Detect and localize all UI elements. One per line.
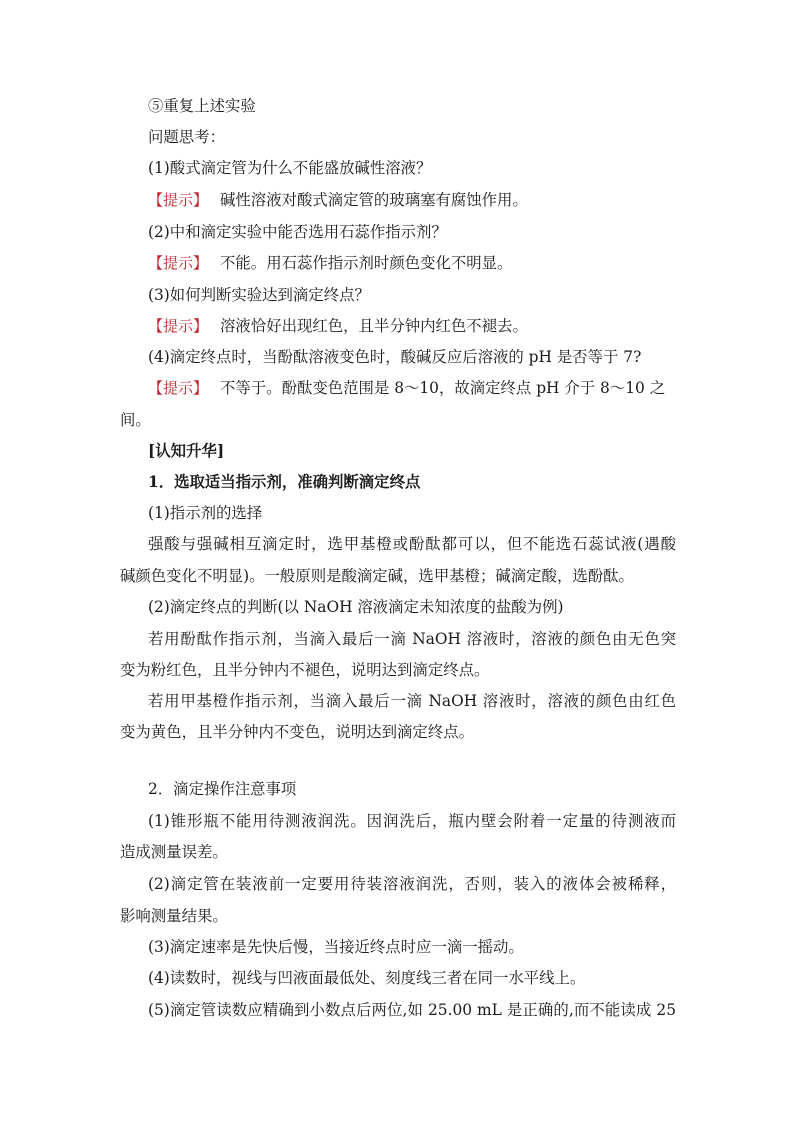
answer-4-text-line2: 间。 (120, 411, 151, 429)
hint-label: 【提示】 (148, 379, 209, 397)
note-5: (5)滴定管读数应精确到小数点后两位,如 25.00 mL 是正确的,而不能读成 25 (148, 1001, 676, 1019)
questions-title: 问题思考： (148, 128, 225, 146)
question-1: (1)酸式滴定管为什么不能盛放碱性溶液？ (148, 159, 432, 177)
paragraph-1-line1: 强酸与强碱相互滴定时，选甲基橙或酚酞都可以，但不能选石蕊试液(遇酸 (148, 535, 676, 553)
hint-label: 【提示】 (148, 191, 209, 209)
answer-3-text: 溶液恰好出现红色，且半分钟内红色不褪去。 (220, 317, 528, 335)
note-4: (4)读数时，视线与凹液面最低处、刻度线三者在同一水平线上。 (148, 969, 586, 987)
answer-2-text: 不能。用石蕊作指示剂时颜色变化不明显。 (220, 254, 513, 272)
section-title-cognition: [认知升华] (148, 442, 225, 460)
paragraph-3-line2: 变为黄色，且半分钟内不变色，说明达到滴定终点。 (120, 723, 474, 741)
answer-2 (148, 253, 676, 273)
paragraph-3-line1: 若用甲基橙作指示剂，当滴入最后一滴 NaOH 溶液时，溶液的颜色由红色 (148, 692, 676, 710)
note-1-line2: 造成测量误差。 (120, 843, 228, 861)
hint-label: 【提示】 (148, 317, 209, 335)
heading-1: 1．选取适当指示剂，准确判断滴定终点 (148, 473, 421, 491)
subheading-1: (1)指示剂的选择 (148, 504, 263, 522)
subheading-2: (2)滴定终点的判断(以 NaOH 溶液滴定未知浓度的盐酸为例) (148, 598, 564, 616)
answer-4 (148, 378, 676, 398)
note-3: (3)滴定速率是先快后慢，当接近终点时应一滴一摇动。 (148, 938, 524, 956)
hint-label: 【提示】 (148, 254, 209, 272)
question-2: (2)中和滴定实验中能否选用石蕊作指示剂？ (148, 223, 447, 241)
paragraph-2-line1: 若用酚酞作指示剂，当滴入最后一滴 NaOH 溶液时，溶液的颜色由无色突 (148, 630, 676, 648)
heading-2: 2．滴定操作注意事项 (148, 780, 297, 798)
note-2-line2: 影响测量结果。 (120, 907, 228, 925)
step-5-text: ⑤重复上述实验 (148, 97, 256, 115)
answer-4-text-line1: 不等于。酚酞变色范围是 8～10，故滴定终点 pH 介于 8～10 之 (220, 379, 666, 397)
question-3: (3)如何判断实验达到滴定终点？ (148, 286, 370, 304)
note-1-line1: (1)锥形瓶不能用待测液润洗。因润洗后，瓶内壁会附着一定量的待测液而 (148, 812, 676, 830)
answer-1-text: 碱性溶液对酸式滴定管的玻璃塞有腐蚀作用。 (220, 191, 528, 209)
answer-3 (148, 316, 676, 336)
note-2-line1: (2)滴定管在装液前一定要用待装溶液润洗，否则，装入的液体会被稀释， (148, 875, 676, 893)
paragraph-1-line2: 碱颜色变化不明显)。一般原则是酸滴定碱，选甲基橙；碱滴定酸，选酚酞。 (120, 567, 634, 585)
question-4: (4)滴定终点时，当酚酞溶液变色时，酸碱反应后溶液的 pH 是否等于 7? (148, 348, 642, 366)
answer-1 (148, 190, 676, 210)
paragraph-2-line2: 变为粉红色，且半分钟内不褪色，说明达到滴定终点。 (120, 661, 490, 679)
